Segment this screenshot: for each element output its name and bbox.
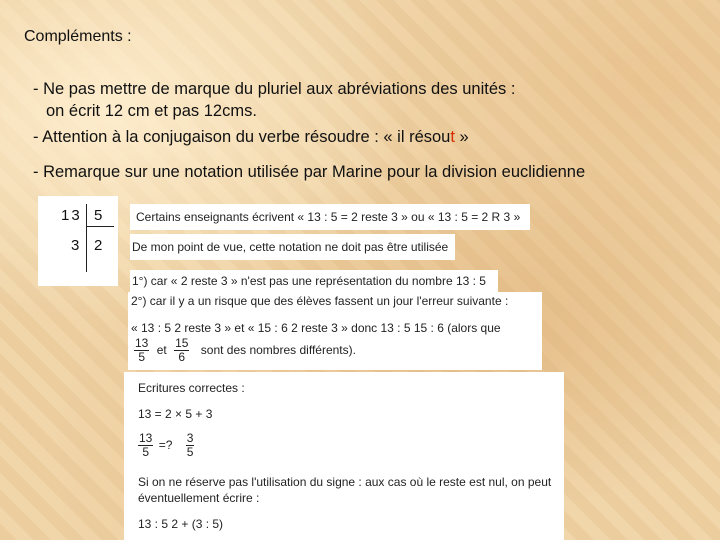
scan-word-et: et	[156, 342, 167, 357]
division-quotient: 2	[94, 237, 105, 254]
scan-equation-2	[138, 432, 194, 459]
bullet-division-remark: - Remarque sur une notation utilisée par Marine pour la division euclidienne	[33, 163, 586, 181]
scan-eq2-symbol: =?	[158, 437, 173, 452]
fraction-3-5: $\frac{3}{5}$	[186, 431, 194, 459]
scan-line-fractions	[134, 337, 356, 364]
scan-line-opinion: De mon point de vue, cette notation ne doit pas être utilisée	[130, 234, 455, 260]
bullet-units-line1: - Ne pas mettre de marque du pluriel aux abréviations des unités :	[33, 80, 516, 98]
fraction-13-5: $\frac{13}{5}$	[135, 336, 149, 364]
scan-equation-3: 13 : 5 2 + (3 : 5)	[138, 517, 224, 531]
bullet-conjugation-end: »	[454, 128, 469, 146]
fraction-15-6: $\frac{15}{6}$	[175, 336, 189, 364]
bullet-units	[33, 78, 515, 122]
scan-block-correct	[124, 372, 564, 540]
division-divisor: 5	[94, 207, 105, 224]
bullet-conjugation-text: - Attention à la conjugaison du verbe résoudre : « il résou	[33, 128, 451, 146]
highlighted-letter: t	[450, 128, 455, 146]
bullet-conjugation	[33, 128, 469, 147]
scan-line-different-numbers: sont des nombres différents).	[200, 342, 356, 357]
scan-equation-1: 13 = 2 × 5 + 3	[138, 407, 213, 421]
scan-line-reason1: 1°) car « 2 reste 3 » n'est pas une représentation du nombre 13 : 5	[130, 270, 498, 292]
scan-line-reason2: 2°) car il y a un risque que des élèves fassent un jour l'erreur suivante :	[131, 294, 509, 308]
section-heading: Compléments :	[24, 28, 132, 45]
division-dividend: 13	[61, 207, 82, 224]
division-vertical-line	[86, 204, 87, 272]
division-horizontal-line	[86, 226, 114, 227]
scan-line-teachers: Certains enseignants écrivent « 13 : 5 = 2 reste 3 » ou « 13 : 5 = 2 R 3 »	[130, 204, 530, 230]
bullet-units-line2: on écrit 12 cm et pas 12cms.	[46, 102, 257, 120]
division-remainder: 3	[71, 237, 82, 254]
scan-line-error-example: « 13 : 5 2 reste 3 » et « 15 : 6 2 reste 3 » donc 13 : 5 15 : 6 (alors que	[131, 321, 501, 335]
scan-correct-title: Ecritures correctes :	[138, 381, 245, 395]
scan-paragraph-line2: éventuellement écrire :	[138, 491, 260, 505]
scan-paragraph-line1: Si on ne réserve pas l'utilisation du signe : aux cas où le reste est nul, on peut	[138, 475, 552, 489]
euclidean-division-figure	[38, 196, 118, 286]
scan-block-reason2	[128, 292, 542, 370]
fraction-13-5-b: $\frac{13}{5}$	[139, 431, 153, 459]
